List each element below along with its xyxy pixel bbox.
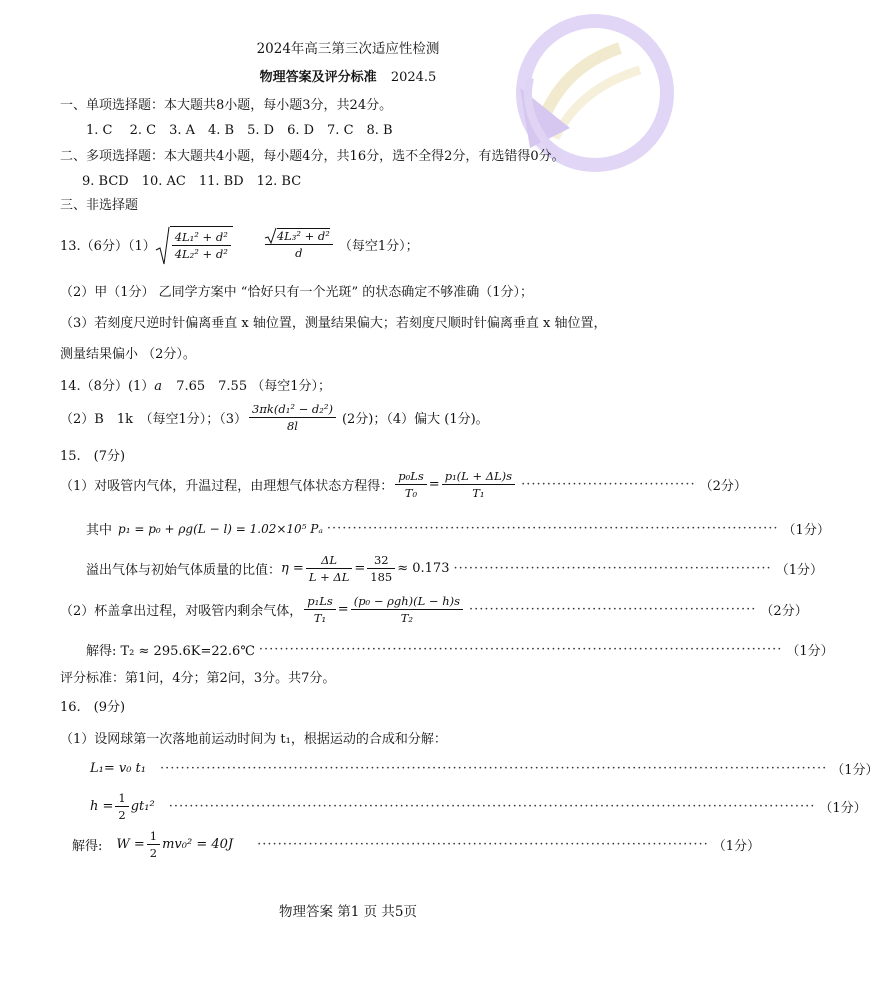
- q15-p3-frac2-num: 32: [367, 552, 395, 569]
- q15-p3-eta: η =: [281, 560, 304, 576]
- section3-heading: 三、非选择题: [60, 198, 139, 213]
- q16-eq3-left: W =: [116, 836, 145, 852]
- q16-eq2-score: （1分）: [819, 800, 867, 816]
- q15-p1-frac1-den: T₀: [404, 485, 418, 500]
- leader-dots: ······························································································································: [168, 798, 816, 814]
- q14-frac-num: 3πk(d₁² − d₂²): [249, 401, 336, 418]
- q15-p1-frac1: [395, 468, 427, 501]
- q15-part4: （2）杯盖拿出过程，对吸管内剩余气体， $\frac{\text{p₁Ls}}{\text{T₁}}$ = $\frac{\text{(p₀ − ρgh)(L − h)s}}{\text{T₂}}$ ························································ （2分）: [60, 593, 808, 625]
- q16-part1-text: （1）设网球第一次落地前运动时间为 t₁，根据运动的合成和分解：: [60, 732, 447, 747]
- q15-p4-frac2-den: T₂: [400, 610, 413, 625]
- q15-part5: [86, 640, 834, 659]
- q13-line1: [60, 222, 419, 266]
- page-subtitle: [0, 66, 696, 85]
- q15-p2-score: （1分）: [782, 523, 830, 538]
- q13-frac-2: [265, 228, 333, 261]
- q15-p1-eq: =: [428, 476, 440, 492]
- subtitle-text: 物理答案及评分标准: [259, 70, 377, 85]
- q16-eq1: [90, 759, 878, 778]
- q16-eq3: [72, 826, 761, 862]
- q15-grading: 评分标准：第1问，4分；第2问，3分。共7分。: [60, 671, 336, 686]
- q16-eq1-score: （1分）: [831, 763, 878, 778]
- q14-frac-den: 8l: [286, 418, 298, 433]
- section2-answers: 9. BCD 10. AC 11. BD 12. BC: [82, 174, 302, 189]
- q14-line1: [60, 375, 331, 394]
- q13-frac-1-num: 4L₁² + d²: [172, 229, 231, 246]
- q13-frac-2-den: d: [295, 245, 303, 260]
- q16-eq3-den: 2: [149, 845, 158, 860]
- q15-p3-score: （1分）: [775, 562, 823, 578]
- q14-line2-prefix: （2）B 1k （每空1分）；（3）: [60, 411, 248, 427]
- page-title: 2024年高三第三次适应性检测: [256, 41, 440, 57]
- q16-eq3-label: 解得:: [72, 838, 103, 854]
- leader-dots: ······································································································: [258, 642, 783, 657]
- q13-frac-1-den: 4L₂² + d²: [174, 247, 228, 261]
- q16-eq2-num: 1: [115, 790, 128, 807]
- leader-dots: ··································································································································: [160, 761, 828, 776]
- q15-p4-frac2: [351, 593, 463, 626]
- leader-dots: ························································································: [257, 836, 709, 852]
- q14-line2: [60, 398, 489, 436]
- q15-p3-frac1-num: ΔL: [306, 552, 353, 569]
- q15-p1-frac2-den: T₁: [472, 485, 485, 500]
- q15-p2-formula: p₁ = p₀ + ρg(L − l) = 1.02×10⁵ Pₐ: [118, 521, 323, 536]
- leader-dots: ························································: [469, 601, 757, 617]
- q16-eq3-score: （1分）: [712, 838, 761, 854]
- q13-part3-line2: 测量结果偏小 （2分）。: [60, 347, 196, 362]
- q14-var: a: [154, 379, 163, 394]
- leader-dots: ························································································: [326, 521, 779, 536]
- section2-heading: 二、多项选择题：本大题共4小题，每小题4分，共16分，选不全得2分，有选错得0分。: [60, 149, 565, 164]
- q16-eq2-left: h =: [90, 798, 114, 814]
- q14-frac: [249, 401, 336, 434]
- q13-part3-line1: （3）若刻度尺逆时针偏离垂直 x 轴位置，测量结果偏大；若刻度尺顺时针偏离垂直 x 轴位置，: [60, 316, 607, 331]
- q13-score1: （每空1分）；: [338, 238, 419, 254]
- q15-label: 15. (7分): [60, 449, 126, 464]
- q13-frac-1: [172, 229, 231, 262]
- page-footer: 物理答案 第1 页 共5页: [278, 904, 418, 920]
- q14-values: 7.65 7.55 （每空1分）；: [176, 379, 331, 394]
- q15-p3-frac2: [367, 552, 395, 585]
- q15-part2: [86, 519, 830, 538]
- q13-frac-2-num: [265, 228, 333, 245]
- q15-p4-frac1-num: p₁Ls: [304, 593, 336, 610]
- q13-part2: （2）甲（1分） 乙同学方案中 “恰好只有一个光斑” 的状态确定不够准确（1分）；: [60, 285, 534, 300]
- q14-prefix: 14.（8分）(1）: [60, 379, 155, 394]
- q16-eq3-frac: [147, 828, 160, 861]
- q15-p3-frac1-den: L + ΔL: [308, 569, 350, 584]
- sqrt-sign-icon: [265, 228, 277, 244]
- q16-eq3-right: mv₀² = 40J: [162, 836, 234, 852]
- q15-p5-score: （1分）: [786, 644, 834, 659]
- q15-p4-score: （2分）: [760, 603, 808, 619]
- q15-p3-text: 溢出气体与初始气体质量的比值：: [86, 562, 282, 578]
- q13-frac-2-num-text: 4L₃² + d²: [276, 228, 330, 243]
- q14-line2-suffix: (2分)；（4）偏大 (1分)。: [341, 411, 489, 427]
- q15-p3-result: ≈ 0.173: [397, 560, 450, 576]
- section1-heading: 一、单项选择题：本大题共8小题，每小题3分，共24分。: [60, 98, 393, 113]
- q13-sqrt-1: [156, 226, 233, 262]
- q15-part3: 溢出气体与初始气体质量的比值： η = $\frac{\Delta L}{L + \Delta L}$ = $\frac{32}{185}$ ≈ 0.173 ······························································ （1分）: [86, 552, 823, 584]
- q16-label: 16. (9分): [60, 700, 126, 715]
- q16-eq2-right: gt₁²: [130, 798, 155, 814]
- leader-dots: ······························································: [453, 560, 772, 576]
- q15-p1-score: （2分）: [699, 478, 747, 494]
- q16-eq2: [90, 788, 867, 824]
- subtitle-date: 2024.5: [390, 70, 437, 85]
- q15-p5-text: 解得: T₂ ≈ 295.6K=22.6℃: [86, 644, 255, 659]
- q15-p4-frac1-den: T₁: [313, 610, 327, 625]
- q15-p1-frac2: [442, 468, 515, 501]
- q15-p1-frac1-num: p₀Ls: [395, 468, 427, 485]
- q15-p4-frac1: [304, 593, 336, 626]
- q15-p4-text: （2）杯盖拿出过程，对吸管内剩余气体，: [60, 603, 303, 619]
- q16-eq1-text: L₁= v₀ t₁: [90, 761, 146, 776]
- q16-eq2-frac: [115, 790, 128, 823]
- q15-p1-frac2-num: p₁(L + ΔL)s: [442, 468, 515, 485]
- q15-p3-frac2-den: 185: [370, 569, 393, 584]
- q16-eq2-den: 2: [118, 807, 126, 822]
- q15-p2-text: 其中: [86, 523, 113, 538]
- q13-label: 13.（6分）（1）: [60, 238, 156, 254]
- section1-answers: 1. C 2. C 3. A 4. B 5. D 6. D 7. C 8. B: [86, 123, 393, 138]
- q15-part1: [60, 465, 747, 503]
- q16-eq3-num: 1: [147, 828, 160, 845]
- sqrt-sign-icon: [156, 226, 170, 266]
- leader-dots: ··································: [521, 476, 696, 492]
- q15-p4-frac2-num: (p₀ − ρgh)(L − h)s: [351, 593, 463, 610]
- q15-p3-frac1: [306, 552, 353, 585]
- q15-p1-text: （1）对吸管内气体，升温过程，由理想气体状态方程得：: [60, 478, 394, 494]
